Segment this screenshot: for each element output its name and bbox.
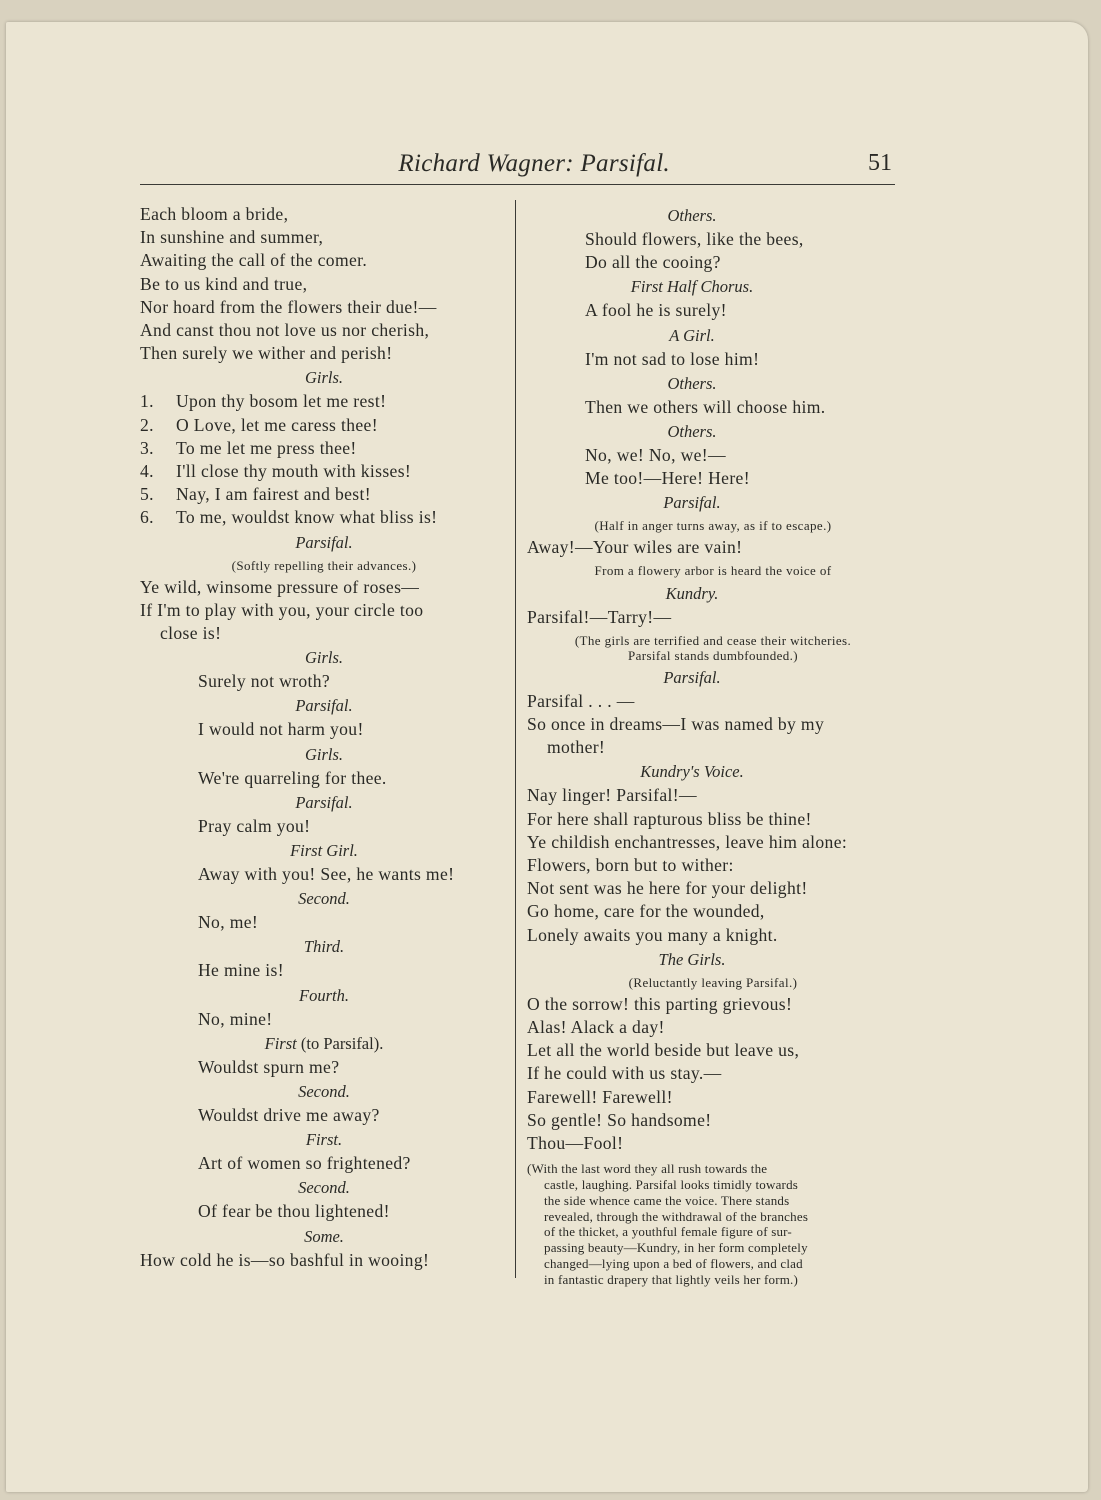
- numbered-verse-line: [140, 437, 508, 460]
- line-text: Nay, I am fairest and best!: [176, 484, 371, 505]
- verse-line: Let all the world beside but leave us,: [527, 1040, 800, 1061]
- speaker-label: First: [264, 1033, 297, 1053]
- line-number: 3.: [140, 437, 154, 458]
- verse-line: Ye wild, winsome pressure of roses—: [140, 576, 420, 597]
- speaker-name: Third.: [303, 937, 345, 957]
- speaker-name: Kundry.: [665, 583, 719, 603]
- verse-line: Me too!—Here! Here!: [585, 468, 750, 489]
- verse-line: Not sent was he here for your delight!: [527, 878, 808, 899]
- numbered-verse-line: [140, 460, 508, 483]
- speaker-name: The Girls.: [658, 949, 726, 969]
- speaker-name: Parsifal.: [295, 792, 353, 812]
- running-header: [140, 150, 895, 185]
- stage-direction-line: the side whence came the voice. There stands: [544, 1192, 790, 1208]
- page-number: 51: [868, 150, 892, 176]
- verse-line: Then surely we wither and perish!: [140, 343, 393, 364]
- speaker-name: A Girl.: [669, 325, 715, 345]
- stage-direction: (Reluctantly leaving Parsifal.): [628, 974, 798, 990]
- verse-line: Lonely awaits you many a knight.: [527, 924, 778, 945]
- right-column: [527, 203, 899, 1288]
- speaker-name: Kundry's Voice.: [640, 762, 744, 782]
- verse-line: Be to us kind and true,: [140, 273, 308, 294]
- verse-line: So gentle! So handsome!: [527, 1109, 712, 1130]
- numbered-verse-line: [140, 414, 508, 437]
- verse-line: Parsifal!—Tarry!—: [527, 606, 672, 627]
- verse-line: Thou—Fool!: [527, 1133, 624, 1154]
- verse-line: Go home, care for the wounded,: [527, 901, 765, 922]
- stage-direction-line: changed—lying upon a bed of flowers, and clad: [544, 1256, 803, 1272]
- verse-line: Wouldst spurn me?: [198, 1056, 340, 1077]
- verse-line: For here shall rapturous bliss be thine!: [527, 808, 812, 829]
- stage-direction-line: of the thicket, a youthful female figure of sur-: [544, 1224, 792, 1240]
- verse-line: Wouldst drive me away?: [198, 1105, 380, 1126]
- speaker-name: Second.: [298, 889, 350, 909]
- line-text: To me let me press thee!: [176, 437, 357, 458]
- verse-line: Do all the cooing?: [585, 252, 721, 273]
- verse-line: Surely not wroth?: [198, 671, 331, 692]
- stage-direction: (Softly repelling their advances.): [231, 557, 417, 573]
- running-title: Richard Wagner: Parsifal.: [398, 150, 670, 177]
- line-text: Upon thy bosom let me rest!: [176, 391, 387, 412]
- stage-direction-line: passing beauty—Kundry, in her form completely: [544, 1240, 808, 1256]
- speaker-aside: (to Parsifal).: [296, 1033, 384, 1053]
- speaker-name: Others.: [667, 422, 717, 442]
- verse-line: I'm not sad to lose him!: [585, 348, 760, 369]
- stage-direction-line: (With the last word they all rush towards the: [527, 1161, 768, 1177]
- verse-line: If I'm to play with you, your circle too: [140, 599, 424, 620]
- verse-line: We're quarreling for thee.: [198, 767, 387, 788]
- line-number: 5.: [140, 484, 154, 505]
- stage-direction-line: (The girls are terrified and cease their witcheries.: [574, 632, 852, 648]
- line-text: To me, wouldst know what bliss is!: [176, 507, 438, 528]
- line-number: 1.: [140, 391, 154, 412]
- speaker-name: Some.: [304, 1226, 344, 1246]
- speaker-name: First.: [305, 1130, 343, 1150]
- verse-line: Ye childish enchantresses, leave him alone:: [527, 831, 848, 852]
- speaker-name: Fourth.: [299, 985, 349, 1005]
- verse-line: No, me!: [198, 912, 259, 933]
- verse-line: A fool he is surely!: [585, 300, 727, 321]
- verse-line: Of fear be thou lightened!: [198, 1201, 390, 1222]
- stage-direction-line: revealed, through the withdrawal of the branches: [544, 1208, 809, 1224]
- stage-direction-block: [527, 1161, 899, 1287]
- verse-line: He mine is!: [198, 960, 284, 981]
- verse-line: No, we! No, we!—: [585, 445, 726, 466]
- verse-line: No, mine!: [198, 1008, 273, 1029]
- speaker-name: Others.: [667, 206, 717, 225]
- verse-line: So once in dreams—I was named by my: [527, 714, 825, 735]
- line-number: 4.: [140, 461, 154, 482]
- verse-line: And canst thou not love us nor cherish,: [140, 320, 430, 341]
- verse-line-continued: close is!: [160, 623, 222, 644]
- verse-line: Flowers, born but to wither:: [527, 855, 734, 876]
- stage-direction: (Half in anger turns away, as if to escape.): [594, 518, 832, 534]
- speaker-name: [140, 1031, 508, 1056]
- verse-line: Away!—Your wiles are vain!: [527, 537, 743, 558]
- verse-line: O the sorrow! this parting grievous!: [527, 993, 793, 1014]
- column-rule: [515, 200, 516, 1278]
- stage-direction-line: castle, laughing. Parsifal looks timidly towards: [544, 1177, 799, 1193]
- speaker-name: Girls.: [304, 744, 344, 764]
- speaker-name: Parsifal.: [295, 532, 353, 552]
- speaker-name: Second.: [298, 1082, 350, 1102]
- speaker-name: Girls.: [304, 368, 344, 388]
- stage-direction-line: Parsifal stands dumbfounded.): [627, 647, 799, 663]
- speaker-name: Second.: [298, 1178, 350, 1198]
- verse-line: Nor hoard from the flowers their due!—: [140, 296, 437, 317]
- numbered-verse-line: [140, 390, 508, 413]
- verse-line: Away with you! See, he wants me!: [198, 864, 455, 885]
- numbered-verse-line: [140, 506, 508, 529]
- verse-line: If he could with us stay.—: [527, 1063, 722, 1084]
- line-number: 2.: [140, 414, 154, 435]
- verse-line: In sunshine and summer,: [140, 227, 324, 248]
- verse-line: I would not harm you!: [198, 719, 364, 740]
- verse-line: Should flowers, like the bees,: [585, 229, 804, 249]
- line-number: 6.: [140, 507, 154, 528]
- verse-line: Then we others will choose him.: [585, 396, 826, 417]
- verse-line: Pray calm you!: [198, 815, 311, 836]
- verse-line: How cold he is—so bashful in wooing!: [140, 1249, 430, 1270]
- speaker-name: First Half Chorus.: [630, 277, 754, 297]
- left-column: [140, 203, 508, 1272]
- verse-line: Nay linger! Parsifal!—: [527, 785, 697, 806]
- verse-line-continued: mother!: [547, 737, 606, 758]
- line-text: O Love, let me caress thee!: [176, 414, 378, 435]
- verse-line: Awaiting the call of the comer.: [140, 250, 368, 271]
- speaker-name: Parsifal.: [663, 493, 721, 513]
- speaker-name: First Girl.: [290, 841, 358, 861]
- stage-direction-line: in fantastic drapery that lightly veils her form.): [544, 1271, 799, 1287]
- line-text: I'll close thy mouth with kisses!: [176, 461, 412, 482]
- verse-line: Farewell! Farewell!: [527, 1086, 673, 1107]
- verse-line: Parsifal . . . —: [527, 690, 635, 711]
- speaker-name: Parsifal.: [663, 667, 721, 687]
- numbered-verse-line: [140, 483, 508, 506]
- speaker-name: Others.: [667, 373, 717, 393]
- stage-direction: From a flowery arbor is heard the voice of: [594, 562, 832, 578]
- verse-line: Alas! Alack a day!: [527, 1017, 665, 1038]
- stage-direction: [527, 633, 899, 663]
- verse-line: Each bloom a bride,: [140, 204, 289, 224]
- speaker-name: Parsifal.: [295, 696, 353, 716]
- verse-line: Art of women so frightened?: [198, 1153, 411, 1174]
- speaker-name: Girls.: [304, 648, 344, 668]
